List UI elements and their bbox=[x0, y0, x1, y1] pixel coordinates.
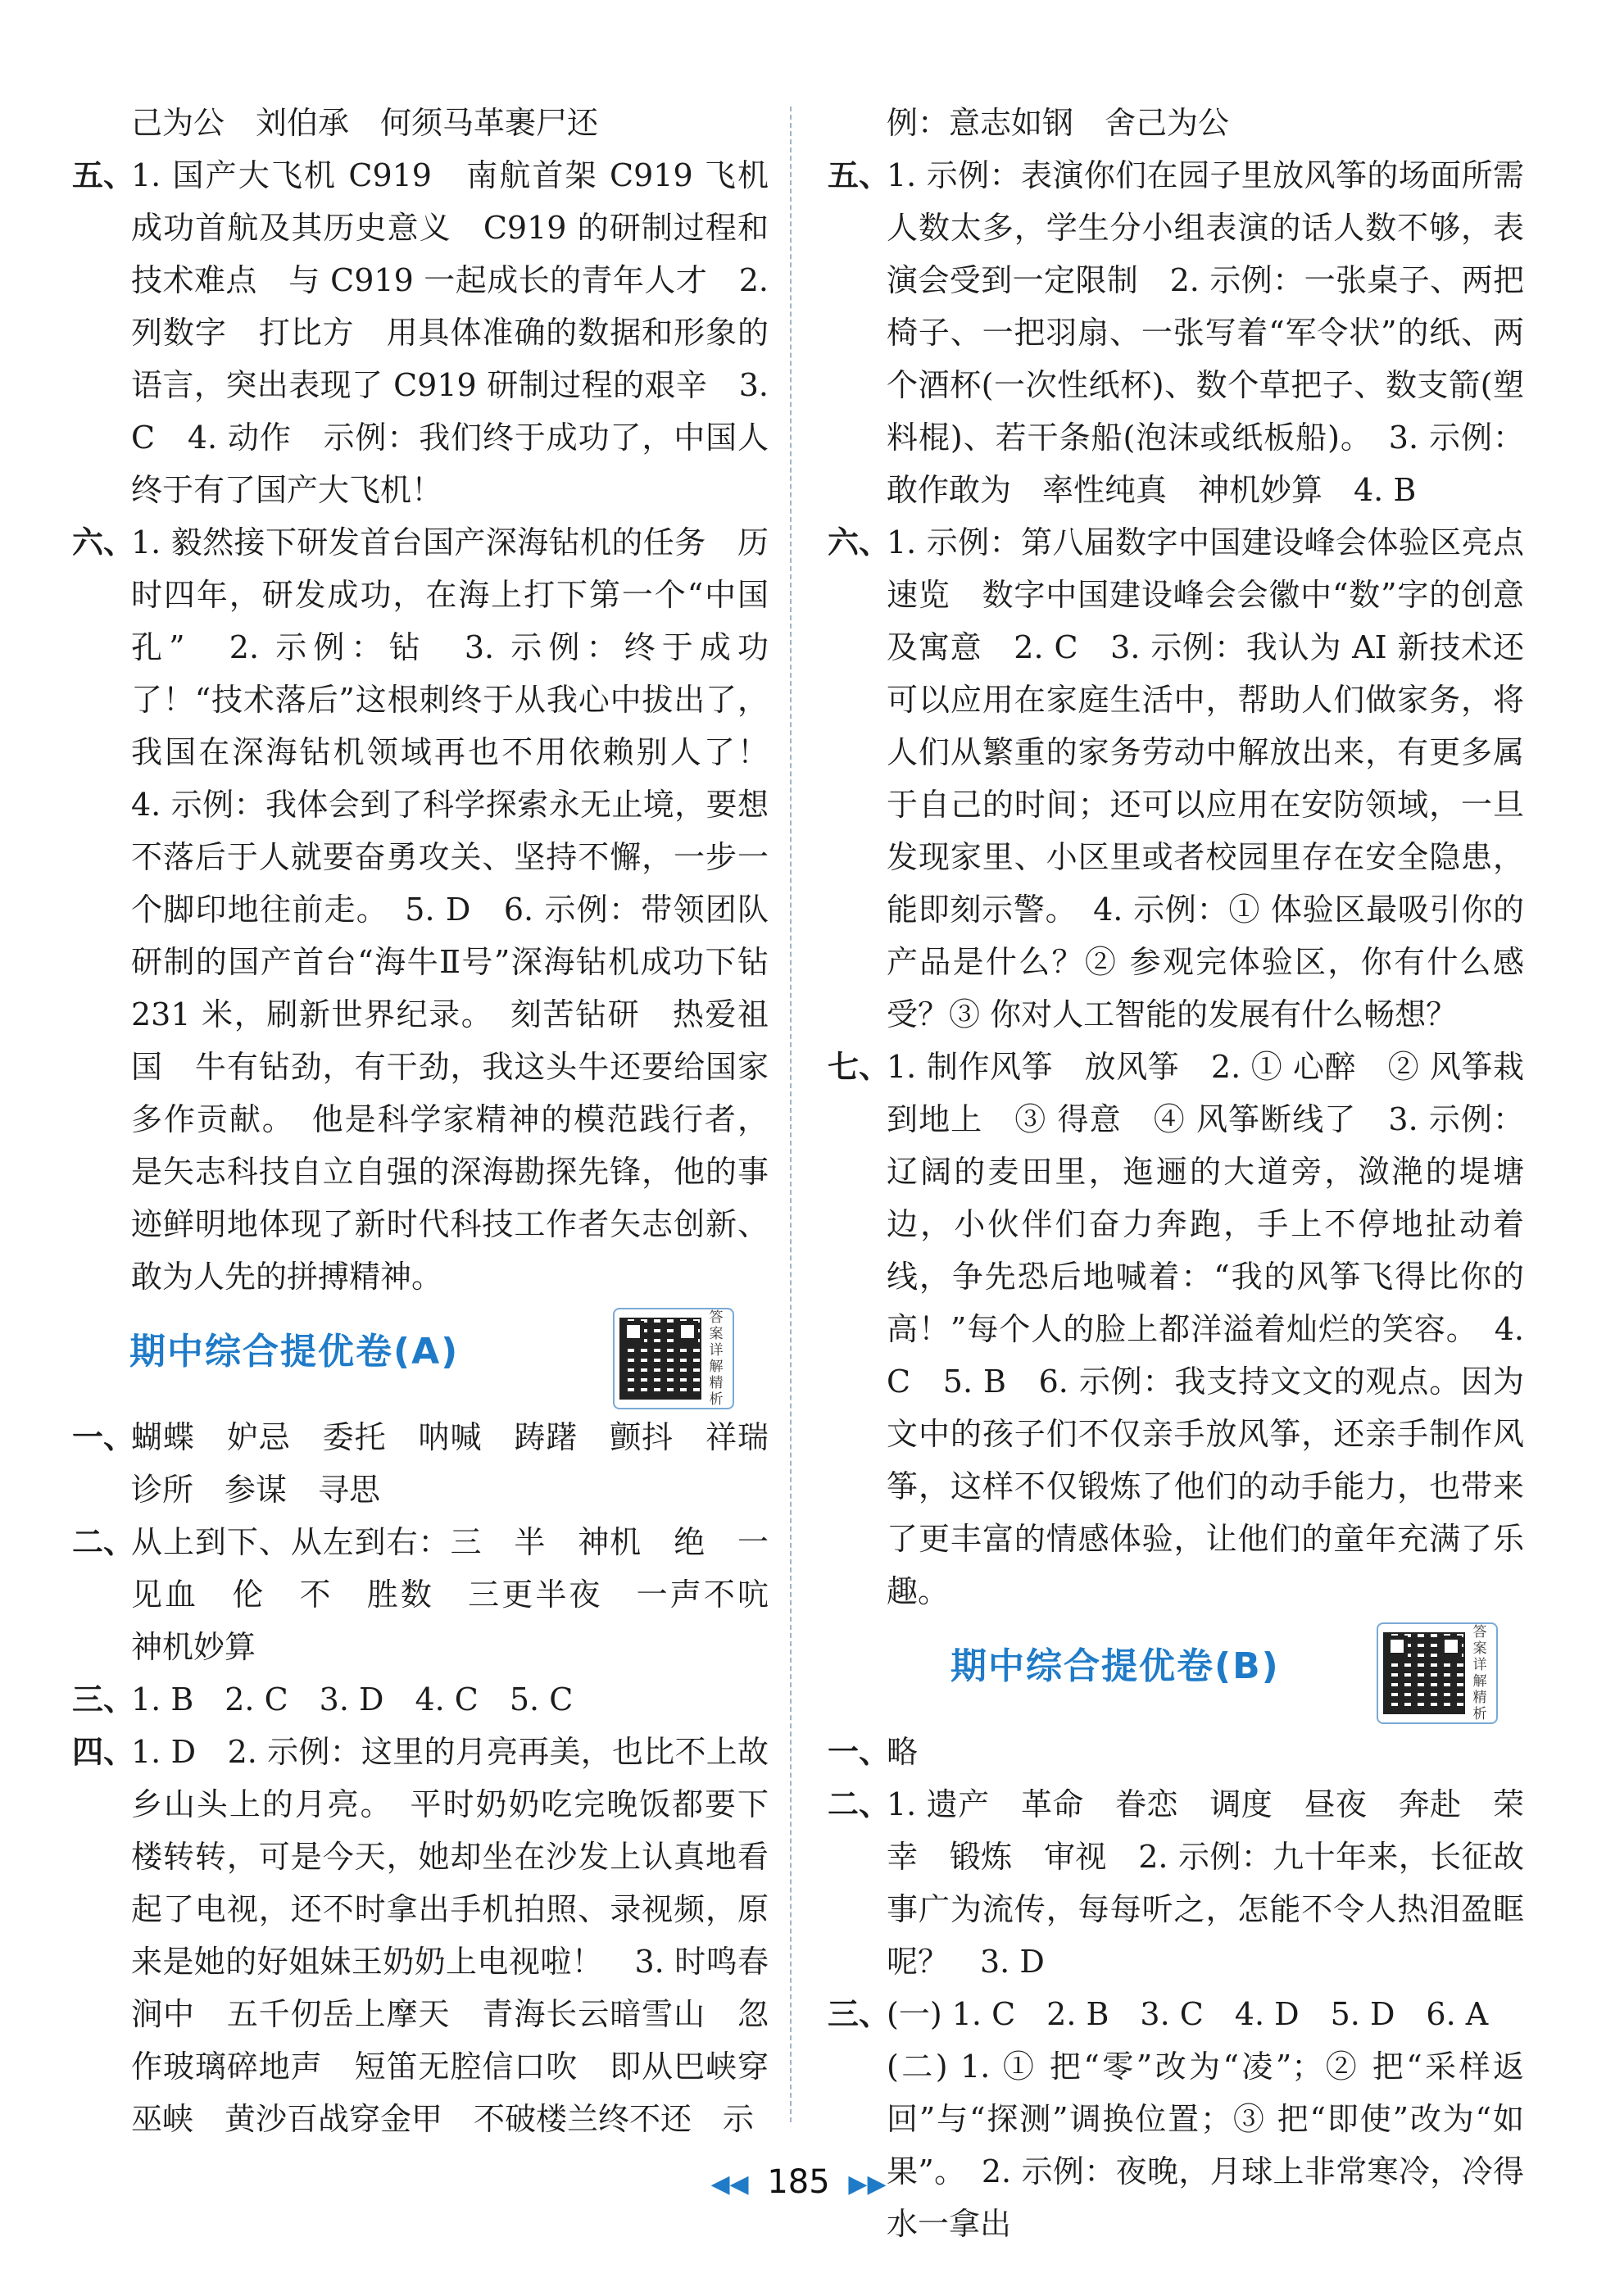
page-footer bbox=[0, 2163, 1597, 2201]
answer-block: (二) 1. ① 把“零”改为“凌”；② 把“采样返回”与“探测”调换位置；③ 把“即使”改为“如果”。 2. 示例：夜晚，月球上非常寒冷，冷得水一拿出 bbox=[887, 2049, 1524, 2242]
prev-page-icon[interactable]: ◀◀ bbox=[710, 2169, 749, 2198]
qr-label: 答案详解精析 bbox=[709, 1309, 724, 1408]
page-number: 185 bbox=[767, 2163, 830, 2201]
column-divider bbox=[790, 107, 792, 2122]
answer-block: 六、 1. 示例：第八届数字中国建设峰会体验区亮点速览 数字中国建设峰会会徽中“数”字的创意及寓意 2. C 3. 示例：我认为 AI 新技术还可以应用在家庭生活中，帮助人们做家务，将人们从繁重的家务劳动中解放出来，有更多属于自己的时间；还可以应用在安防领域，一旦发现家里、小区里或者校园里存在安全隐患，能即刻示警。 4. 示例：① 体验区最吸引你的产品是什么？② 参观完体验区，你有什么感受？③ 你对人工智能的发展有什么畅想？ bbox=[828, 524, 1524, 1032]
answer-block: 五、 1. 示例：表演你们在园子里放风筝的场面所需人数太多，学生分小组表演的话人数不够，表演会受到一定限制 2. 示例：一张桌子、两把椅子、一把羽扇、一张写着“军令状”的纸、两个酒杯(一次性纸杯)、数个草把子、数支箭(塑料棍)、若干条船(泡沫或纸板船)。 3. 示例：敢作敢为 率性纯真 神机妙算 4. B bbox=[828, 157, 1524, 508]
qr-label: 答案详解精析 bbox=[1472, 1624, 1487, 1722]
left-column bbox=[72, 97, 801, 2145]
qr-code[interactable] bbox=[1377, 1622, 1498, 1724]
answer-block: 二、 从上到下、从左到右：三 半 神机 绝 一见血 伦 不 胜数 三更半夜 一声不吭 神机妙算 bbox=[72, 1523, 801, 1665]
answer-block: 七、 1. 制作风筝 放风筝 2. ① 心醉 ② 风筝栽到地上 ③ 得意 ④ 风筝断线了 3. 示例：辽阔的麦田里，迤逦的大道旁，潋滟的堤塘边，小伙伴们奋力奔跑，手上不停地扯动着线，争先恐后地喊着：“我的风筝飞得比你的高！”每个人的脸上都洋溢着灿烂的笑容。 4. C 5. B 6. 示例：我支持文文的观点。因为文中的孩子们不仅亲手放风筝，还亲手制作风筝，这样不仅锻炼了他们的动手能力，也带来了更丰富的情感体验，让他们的童年充满了乐趣。 bbox=[828, 1048, 1535, 1609]
answer-block: 二、 1. 遗产 革命 眷恋 调度 昼夜 奔赴 荣幸 锻炼 审视 2. 示例：九十年来，长征故事广为流传，每每听之，怎能不令人热泪盈眶呢？ 3. D bbox=[828, 1786, 1524, 1980]
answer-block: 己为公 刘伯承 何须马革裹尸还 bbox=[131, 105, 599, 141]
qr-code-icon bbox=[1383, 1632, 1465, 1714]
answer-block: 一、 蝴蝶 妒忌 委托 呐喊 踌躇 颤抖 祥瑞 诊所 参谋 寻思 bbox=[72, 1418, 801, 1508]
answer-block: 例：意志如钢 舍己为公 bbox=[887, 105, 1230, 141]
right-column bbox=[828, 97, 1535, 2250]
next-page-icon[interactable]: ▶▶ bbox=[848, 2169, 887, 2198]
answer-block: 三、 (一) 1. C 2. B 3. C 4. D 5. D 6. A bbox=[828, 1995, 1489, 2032]
answer-block: 五、 1. 国产大飞机 C919 南航首架 C919 飞机成功首航及其历史意义 C919 的研制过程和技术难点 与 C919 一起成长的青年人才 2. 列数字 打比方 用具体准确的数据和形象的语言，突出表现了 C919 研制过程的艰辛 3. C 4. 动作 示例：我们终于成功了，中国人终于有了国产大飞机！ bbox=[72, 157, 779, 508]
answer-block: 三、 1. B 2. C 3. D 4. C 5. C bbox=[72, 1681, 574, 1717]
section-header-b bbox=[828, 1622, 1524, 1721]
qr-code[interactable] bbox=[613, 1308, 734, 1409]
section-header-a bbox=[72, 1308, 769, 1406]
answer-block: 四、 1. D 2. 示例：这里的月亮再美，也比不上故乡山头上的月亮。 平时奶奶吃完晚饭都要下楼转转，可是今天，她却坐在沙发上认真地看起了电视，还不时拿出手机拍照、录视频，原来是她的好姐妹王奶奶上电视啦！ 3. 时鸣春涧中 五千仞岳上摩天 青海长云暗雪山 忽作玻璃碎地声 短笛无腔信口吹 即从巴峡穿巫峡 黄沙百战穿金甲 不破楼兰终不还 示 bbox=[72, 1733, 769, 2137]
answer-block: 六、 1. 毅然接下研发首台国产深海钻机的任务 历时四年，研发成功，在海上打下第一个“中国孔” 2. 示例：钻 3. 示例：终于成功了！“技术落后”这根刺终于从我心中拔出了，我国在深海钻机领域再也不用依赖别人了！ 4. 示例：我体会到了科学探索永无止境，要想不落后于人就要奋勇攻关、坚持不懈，一步一个脚印地往前走。 5. D 6. 示例：带领团队研制的国产首台“海牛Ⅱ号”深海钻机成功下钻 231 米，刷新世界纪录。 刻苦钻研 热爱祖国 牛有钻劲，有干劲，我这头牛还要给国家多作贡献。 他是科学家精神的模范践行者，是矢志科技自立自强的深海勘探先锋，他的事迹鲜明地体现了新时代科技工作者矢志创新、敢为人先的拼搏精神。 bbox=[72, 524, 801, 1295]
section-title: 期中综合提优卷(A) bbox=[129, 1331, 460, 1373]
section-title: 期中综合提优卷(B) bbox=[950, 1645, 1280, 1687]
qr-code-icon bbox=[619, 1318, 701, 1400]
answer-block: 一、 略 bbox=[828, 1733, 919, 1770]
